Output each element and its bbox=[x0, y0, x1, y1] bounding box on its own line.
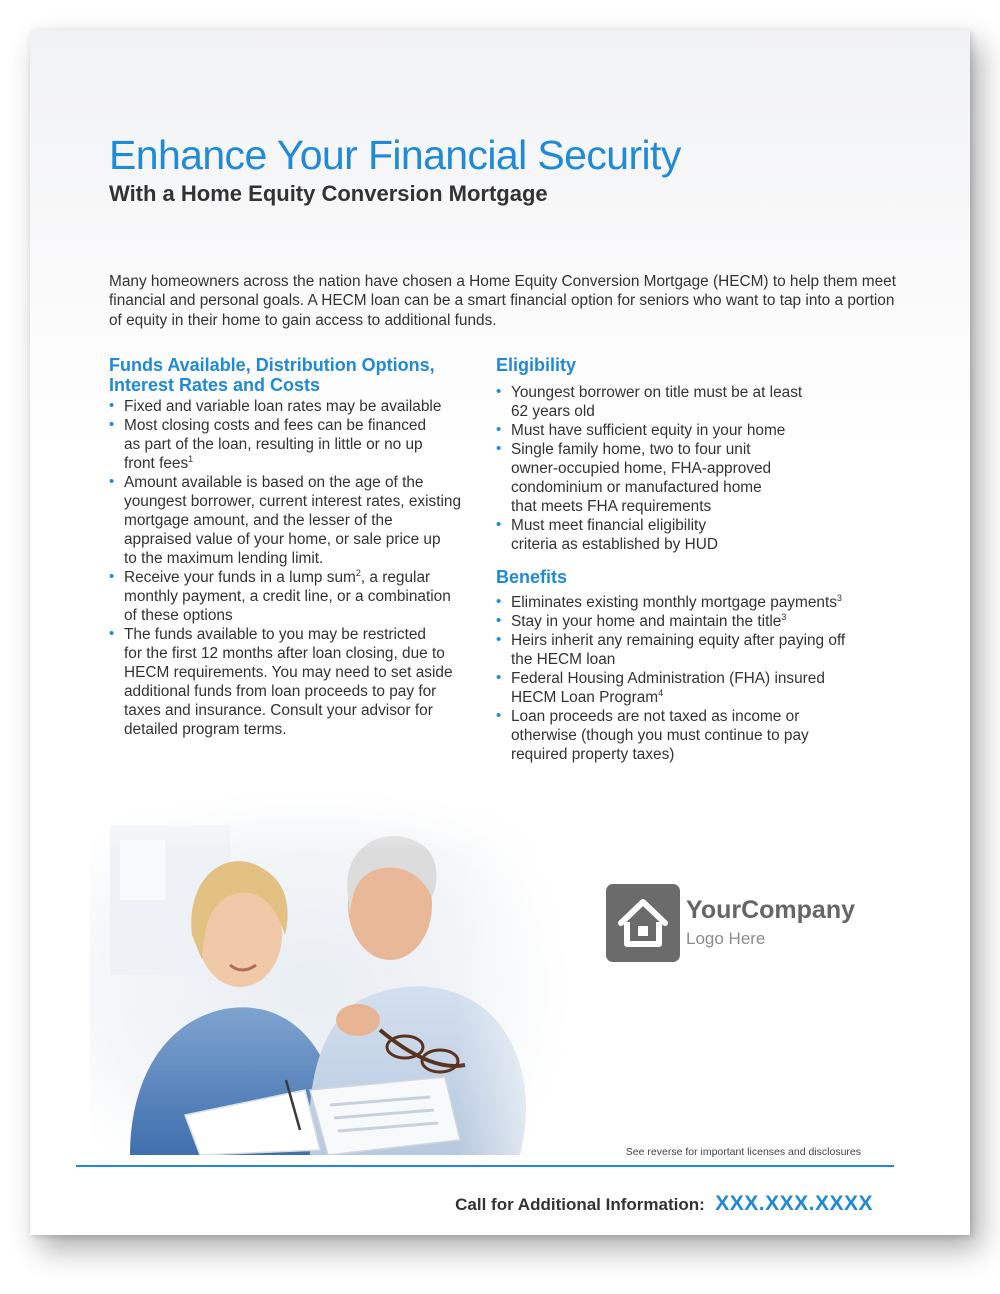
cta-label: Call for Additional Information: bbox=[455, 1195, 705, 1214]
list-item-text: Youngest borrower on title must be at least 62 years old bbox=[511, 384, 803, 420]
eligibility-heading: Eligibility bbox=[496, 355, 577, 375]
list-item bbox=[496, 421, 886, 440]
list-item bbox=[496, 440, 886, 516]
bullet-icon: • bbox=[496, 440, 502, 457]
list-item-text: Most closing costs and fees can be financed as part of the loan, resulting in little or no up front fees bbox=[124, 417, 427, 472]
right-column bbox=[496, 356, 886, 764]
bullet-icon: • bbox=[496, 631, 502, 648]
phone-number[interactable]: XXX.XXX.XXXX bbox=[715, 1192, 873, 1215]
list-item-text: Must have sufficient equity in your home bbox=[511, 422, 786, 439]
funds-heading: Funds Available, Distribution Options, Interest Rates and Costs bbox=[109, 355, 435, 395]
list-item bbox=[496, 612, 886, 631]
benefits-list bbox=[496, 593, 886, 764]
eligibility-list bbox=[496, 383, 886, 554]
list-item-text: Heirs inherit any remaining equity after paying off the HECM loan bbox=[511, 632, 846, 668]
bullet-icon: • bbox=[109, 416, 115, 433]
list-item bbox=[109, 568, 489, 625]
bullet-icon: • bbox=[496, 593, 502, 610]
funds-list bbox=[109, 397, 489, 739]
intro-paragraph: Many homeowners across the nation have chosen a Home Equity Conversion Mortgage (HECM) to help them meet financial and personal goals. A HECM loan can be a smart financial option for seniors who want to tap into a portion of equity in their home to gain access to additional funds. bbox=[109, 273, 897, 329]
page-subtitle: With a Home Equity Conversion Mortgage bbox=[109, 181, 548, 206]
bullet-icon: • bbox=[109, 625, 115, 642]
company-logo bbox=[606, 884, 896, 966]
footnote-marker: 2 bbox=[355, 567, 361, 578]
footnote-marker: 3 bbox=[836, 592, 842, 603]
bullet-icon: • bbox=[496, 669, 502, 686]
house-icon bbox=[606, 884, 680, 962]
list-item-text: Single family home, two to four unit owner-occupied home, FHA-approved condominium or manufactured home that meets FHA requirements bbox=[511, 441, 772, 515]
benefits-heading: Benefits bbox=[496, 567, 568, 587]
list-item bbox=[496, 383, 886, 421]
list-item-text: The funds available to you may be restricted for the first 12 months after loan closing, due to HECM requirements. You may need to set aside additional funds from loan proceeds to pay for taxes and insurance. Consult your advisor for detailed program terms. bbox=[124, 626, 453, 738]
list-item-text: Stay in your home and maintain the title bbox=[511, 613, 782, 630]
bullet-icon: • bbox=[109, 397, 115, 414]
bullet-icon: • bbox=[109, 568, 115, 585]
bullet-icon: • bbox=[496, 383, 502, 400]
list-item bbox=[496, 516, 886, 554]
logo-tagline: Logo Here bbox=[686, 929, 766, 948]
footnote-marker: 3 bbox=[781, 611, 787, 622]
list-item bbox=[109, 625, 489, 739]
list-item-text: Amount available is based on the age of the youngest borrower, current interest rates, existing mortgage amount, and the lesser of the appraised value of your home, or sale price up to the maximum lending limit. bbox=[124, 474, 462, 567]
list-item bbox=[109, 416, 489, 473]
list-item bbox=[496, 593, 886, 612]
list-item bbox=[496, 631, 886, 669]
list-item bbox=[109, 397, 489, 416]
bullet-icon: • bbox=[496, 421, 502, 438]
disclosure-note: See reverse for important licenses and disclosures bbox=[625, 1146, 861, 1158]
list-item-text: Eliminates existing monthly mortgage payments bbox=[511, 594, 837, 611]
bullet-icon: • bbox=[496, 516, 502, 533]
flyer-page bbox=[30, 30, 970, 1235]
page-title: Enhance Your Financial Security bbox=[109, 132, 681, 178]
list-item bbox=[496, 669, 886, 707]
list-item bbox=[109, 473, 489, 568]
list-item-text: Fixed and variable loan rates may be available bbox=[124, 398, 442, 415]
list-item-text: , a regular monthly payment, a credit line, or a combination of these options bbox=[124, 569, 451, 624]
list-item bbox=[496, 707, 886, 764]
footer-divider bbox=[76, 1165, 894, 1167]
funds-section bbox=[109, 356, 489, 739]
bullet-icon: • bbox=[496, 707, 502, 724]
list-item-text: Receive your funds in a lump sum bbox=[124, 569, 356, 586]
list-item-text: Must meet financial eligibility criteria as established by HUD bbox=[511, 517, 718, 553]
logo-company-name: YourCompany bbox=[686, 896, 855, 924]
senior-couple-photo bbox=[90, 785, 580, 1155]
list-item-text: Federal Housing Administration (FHA) insured HECM Loan Program bbox=[511, 670, 825, 706]
footnote-marker: 4 bbox=[658, 687, 664, 698]
bullet-icon: • bbox=[496, 612, 502, 629]
footnote-marker: 1 bbox=[188, 453, 194, 464]
list-item-text: Loan proceeds are not taxed as income or otherwise (though you must continue to pay required property taxes) bbox=[511, 708, 809, 763]
call-to-action bbox=[455, 1192, 873, 1216]
bullet-icon: • bbox=[109, 473, 115, 490]
